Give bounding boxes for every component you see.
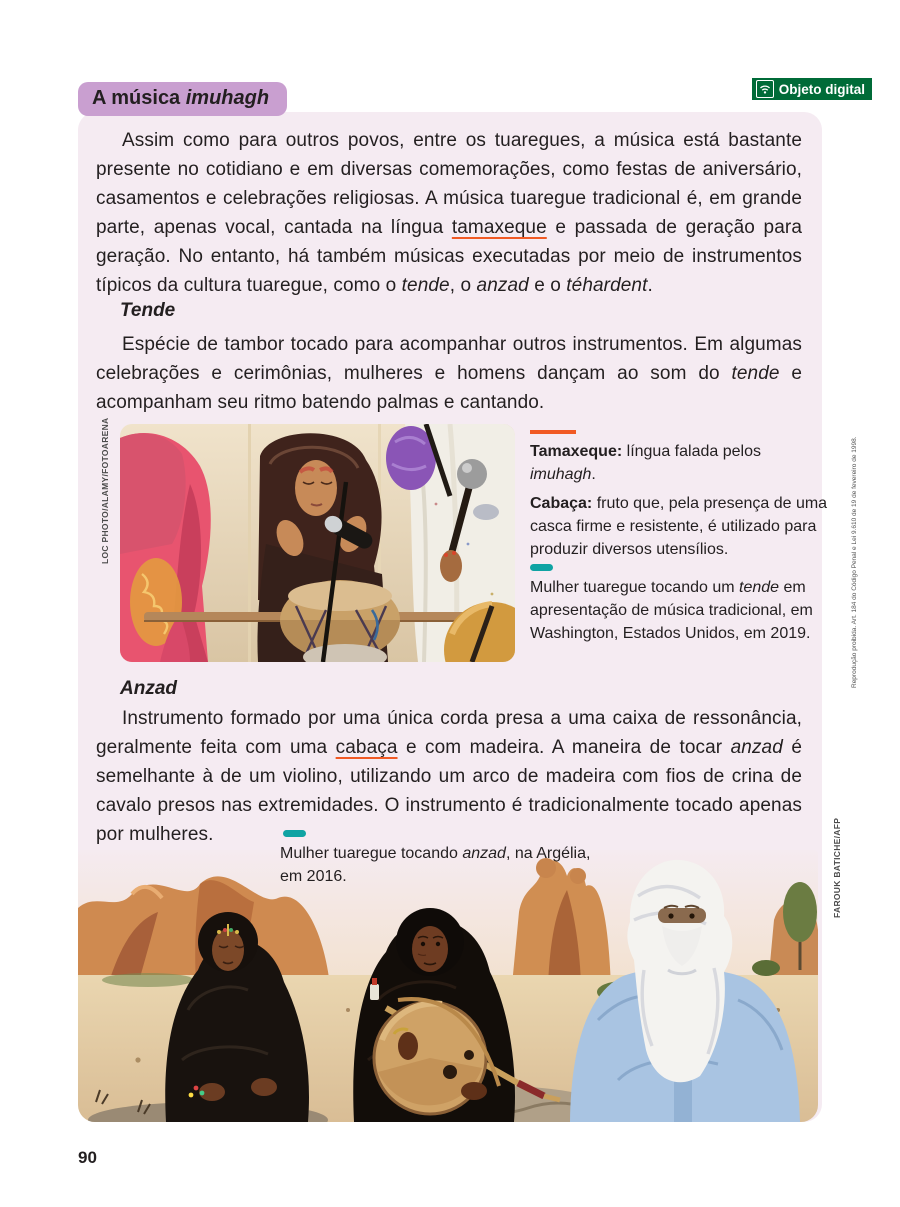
text-segment: , o [449,275,477,296]
text-segment: tende [739,579,780,596]
page-title [92,87,269,109]
text-segment: e o [528,275,567,296]
text-segment: anzad [462,845,506,862]
glossary-rule [530,430,576,434]
glossary-term: cabaça [335,737,398,758]
page-number: 90 [78,1148,97,1167]
copyright-notice: Reprodução proibida. Art. 184 do Código Penal e Lei 9.610 de 19 de fevereiro de 1998. [851,436,858,688]
text-segment: tende [401,275,450,296]
tende-paragraph [96,330,802,417]
text-segment: tende [731,363,780,384]
photo-credit-anzad: FAROUK BATICHE/AFP [832,817,842,918]
glossary-item-cabaca [530,492,830,561]
caption-dash-icon [530,564,553,571]
text-segment: téhardent [566,275,648,296]
text-segment: anzad [730,737,783,758]
text-segment: e com madeira. A maneira de tocar [397,737,731,758]
text-segment: A música [92,87,186,109]
wifi-icon [756,80,774,98]
text-segment: imuhagh [530,466,592,483]
anzad-heading: Anzad [120,678,177,699]
glossary-term: tamaxeque [451,217,547,238]
text-segment: imuhagh [185,87,270,109]
tende-heading: Tende [120,300,176,321]
text-segment: Instrumento formado por uma única corda presa a uma caixa de ressonância, geralmente feita com uma [96,708,802,758]
text-segment: . [647,275,653,296]
text-segment: anzad [476,275,529,296]
anzad-paragraph [96,704,802,849]
badge-label: Objeto digital [778,81,865,97]
tende-photo-caption [530,576,830,645]
anzad-photo-caption [280,842,610,888]
tende-photo [120,424,515,662]
text-segment: Mulher tuaregue tocando um [530,579,740,596]
section-title-pill [78,82,287,116]
text-segment: e passada de geração para geração. No entanto, há também músicas executadas por meio de instrumentos típicos da cultura tuaregue, como o [96,217,802,296]
text-segment: língua falada pelos [622,443,761,460]
anzad-photo [78,850,818,1122]
intro-paragraph [96,126,802,300]
content-panel [78,112,828,1122]
text-segment: em apresentação de música tradicional, em Washington, Estados Unidos, em 2019. [530,579,813,642]
text-segment: Tamaxeque: [530,443,623,460]
digital-object-badge[interactable] [752,78,872,100]
text-segment: Assim como para outros povos, entre os tuaregues, a música está bastante presente no cotidiano e em diversas comemorações, como festas de aniversário, casamentos e celebrações religiosas. A música tuaregue tradicional é, em grande parte, apenas vocal, cantada na língua [96,130,802,238]
woman-in-pink [120,433,211,662]
text-segment: fruto que, pela presença de uma casca firme e resistente, é utilizado para produzir diversos utensílios. [530,495,828,558]
text-segment: . [591,466,596,483]
photo-credit-tende: LOC PHOTO/ALAMY/FOTOARENA [100,417,110,564]
glossary-item-tamaxeque [530,440,830,486]
text-segment: e acompanham seu ritmo batendo palmas e cantando. [96,363,803,413]
text-segment: Espécie de tambor tocado para acompanhar outros instrumentos. Em algumas celebrações e cerimônias, mulheres e homens dançam ao som do [96,334,802,384]
caption-dash-icon [283,830,306,837]
text-segment: Cabaça: [530,495,593,512]
text-segment: é semelhante à de um violino, utilizando um arco de madeira com fios de crina de cavalo presos nas extremidades. O instrumento é tradicionalmente tocado apenas por mulheres. [96,737,802,845]
text-segment: , na Argélia, em 2016. [280,845,591,885]
text-segment: Mulher tuaregue tocando [280,845,463,862]
